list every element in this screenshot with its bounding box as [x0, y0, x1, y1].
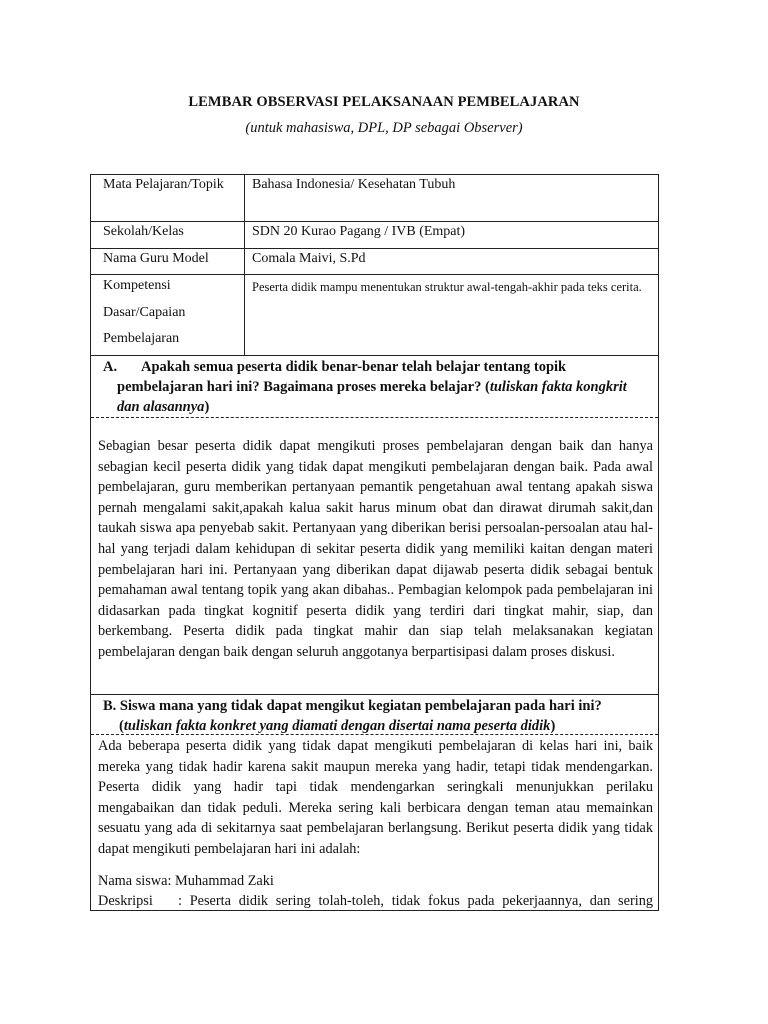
section-b-question-continued	[103, 716, 650, 736]
info-row-school	[91, 222, 658, 249]
competency-label	[91, 271, 245, 355]
section-b-question-end: )	[550, 718, 556, 734]
section-a-question-line: Apakah semua peserta didik benar-benar telah belajar tentang topik	[141, 359, 567, 375]
description-label: Deskripsi	[98, 893, 153, 910]
section-a-question	[91, 356, 658, 418]
section-b-question-open: (	[119, 718, 124, 734]
competency-value: Peserta didik mampu menentukan struktur awal-tengah-akhir pada teks cerita.	[252, 280, 642, 294]
section-b-answer-block	[91, 735, 658, 911]
section-a-question-continued	[103, 377, 650, 417]
student-description-row	[98, 891, 653, 911]
info-value: Comala Maivi, S.Pd	[252, 251, 366, 266]
section-a-question-text: pembelajaran hari ini? Bagaimana proses mereka belajar? (	[117, 379, 490, 395]
info-row-competency	[91, 275, 658, 356]
competency-label-line: Dasar/Capaian	[103, 304, 186, 320]
info-label: Mata Pelajaran/Topik	[91, 175, 245, 221]
section-a-number: A.	[103, 359, 118, 375]
section-b-question	[91, 695, 658, 735]
section-b-question-line: B. Siswa mana yang tidak dapat mengikut kegiatan pembelajaran pada hari ini?	[103, 698, 602, 714]
competency-label-line: Kompetensi	[103, 278, 171, 293]
document-subtitle: (untuk mahasiswa, DPL, DP sebagai Observer)	[245, 120, 523, 136]
competency-label-line: Pembelajaran	[103, 331, 180, 346]
document-title: LEMBAR OBSERVASI PELAKSANAAN PEMBELAJARAN	[188, 94, 580, 110]
info-value: SDN 20 Kurao Pagang / IVB (Empat)	[252, 224, 466, 239]
section-a-question-end: )	[204, 399, 210, 415]
info-label: Sekolah/Kelas	[91, 222, 245, 248]
observation-sheet	[90, 174, 659, 911]
section-b-question-italic: tuliskan fakta konkret yang diamati dengan disertai nama peserta didik	[123, 718, 551, 734]
section-a-question-italic: tuliskan fakta kongkrit dan alasannya	[117, 379, 627, 415]
student-name-line: Nama siswa: Muhammad Zaki	[98, 872, 274, 889]
info-label: Nama Guru Model	[91, 249, 245, 274]
sheet-bottom-border	[91, 910, 658, 911]
description-text: : Peserta didik sering tolah-toleh, tidak fokus pada pekerjaannya, dan sering	[178, 893, 653, 910]
info-value: Bahasa Indonesia/ Kesehatan Tubuh	[252, 177, 456, 192]
info-row-subject	[91, 175, 658, 222]
section-a-answer: Sebagian besar peserta didik dapat mengikuti proses pembelajaran dengan baik dan hanya sebagian kecil peserta didik yang tidak dapat mengikuti pembelajaran dengan baik. Pada awal pembelajaran, guru memberikan pertanyaan pemantik pengetahuan awal tentang apakah siswa pernah mengalami sakit,apakah kalua sakit harus minum obat dan dirawat dirumah sakit,dan taukah siswa apa penyebab sakit. Pertanyaan yang diberikan berisi persoalan-persoalan atau hal-hal yang terjadi dalam kehidupan di sekitar peserta didik yang memiliki kaitan dengan materi pembelajaran hari ini. Pertanyaan yang diberikan dapat dijawab peserta didik sebagai bentuk pemahaman awal tentang topik yang akan dibahas.. Pembagian kelompok pada pembelajaran ini didasarkan pada tingkat kognitif peserta didik yang terdiri dari tingkat mahir, siap, dan berkembang. Peserta didik pada tingkat mahir dan siap telah melaksanakan kegiatan pembelajaran dengan baik dengan seluruh anggotanya berpartisipasi dalam proses diskusi.	[91, 418, 658, 695]
section-b-answer: Ada beberapa peserta didik yang tidak dapat mengikuti pembelajaran di kelas hari ini, baik mereka yang tidak hadir karena sakit maupun mereka yang hadir, tetapi tidak mendengarkan. Peserta didik yang hadir tapi tidak mendengarkan seringkali menunjukkan perilaku mengabaikan dan tidak peduli. Mereka sering kali berbicara dengan teman atau memainkan sesuatu yang ada di sekitarnya saat pembelajaran berlangsung. Berikut peserta didik yang tidak dapat mengikuti pembelajaran hari ini adalah:	[98, 738, 653, 857]
